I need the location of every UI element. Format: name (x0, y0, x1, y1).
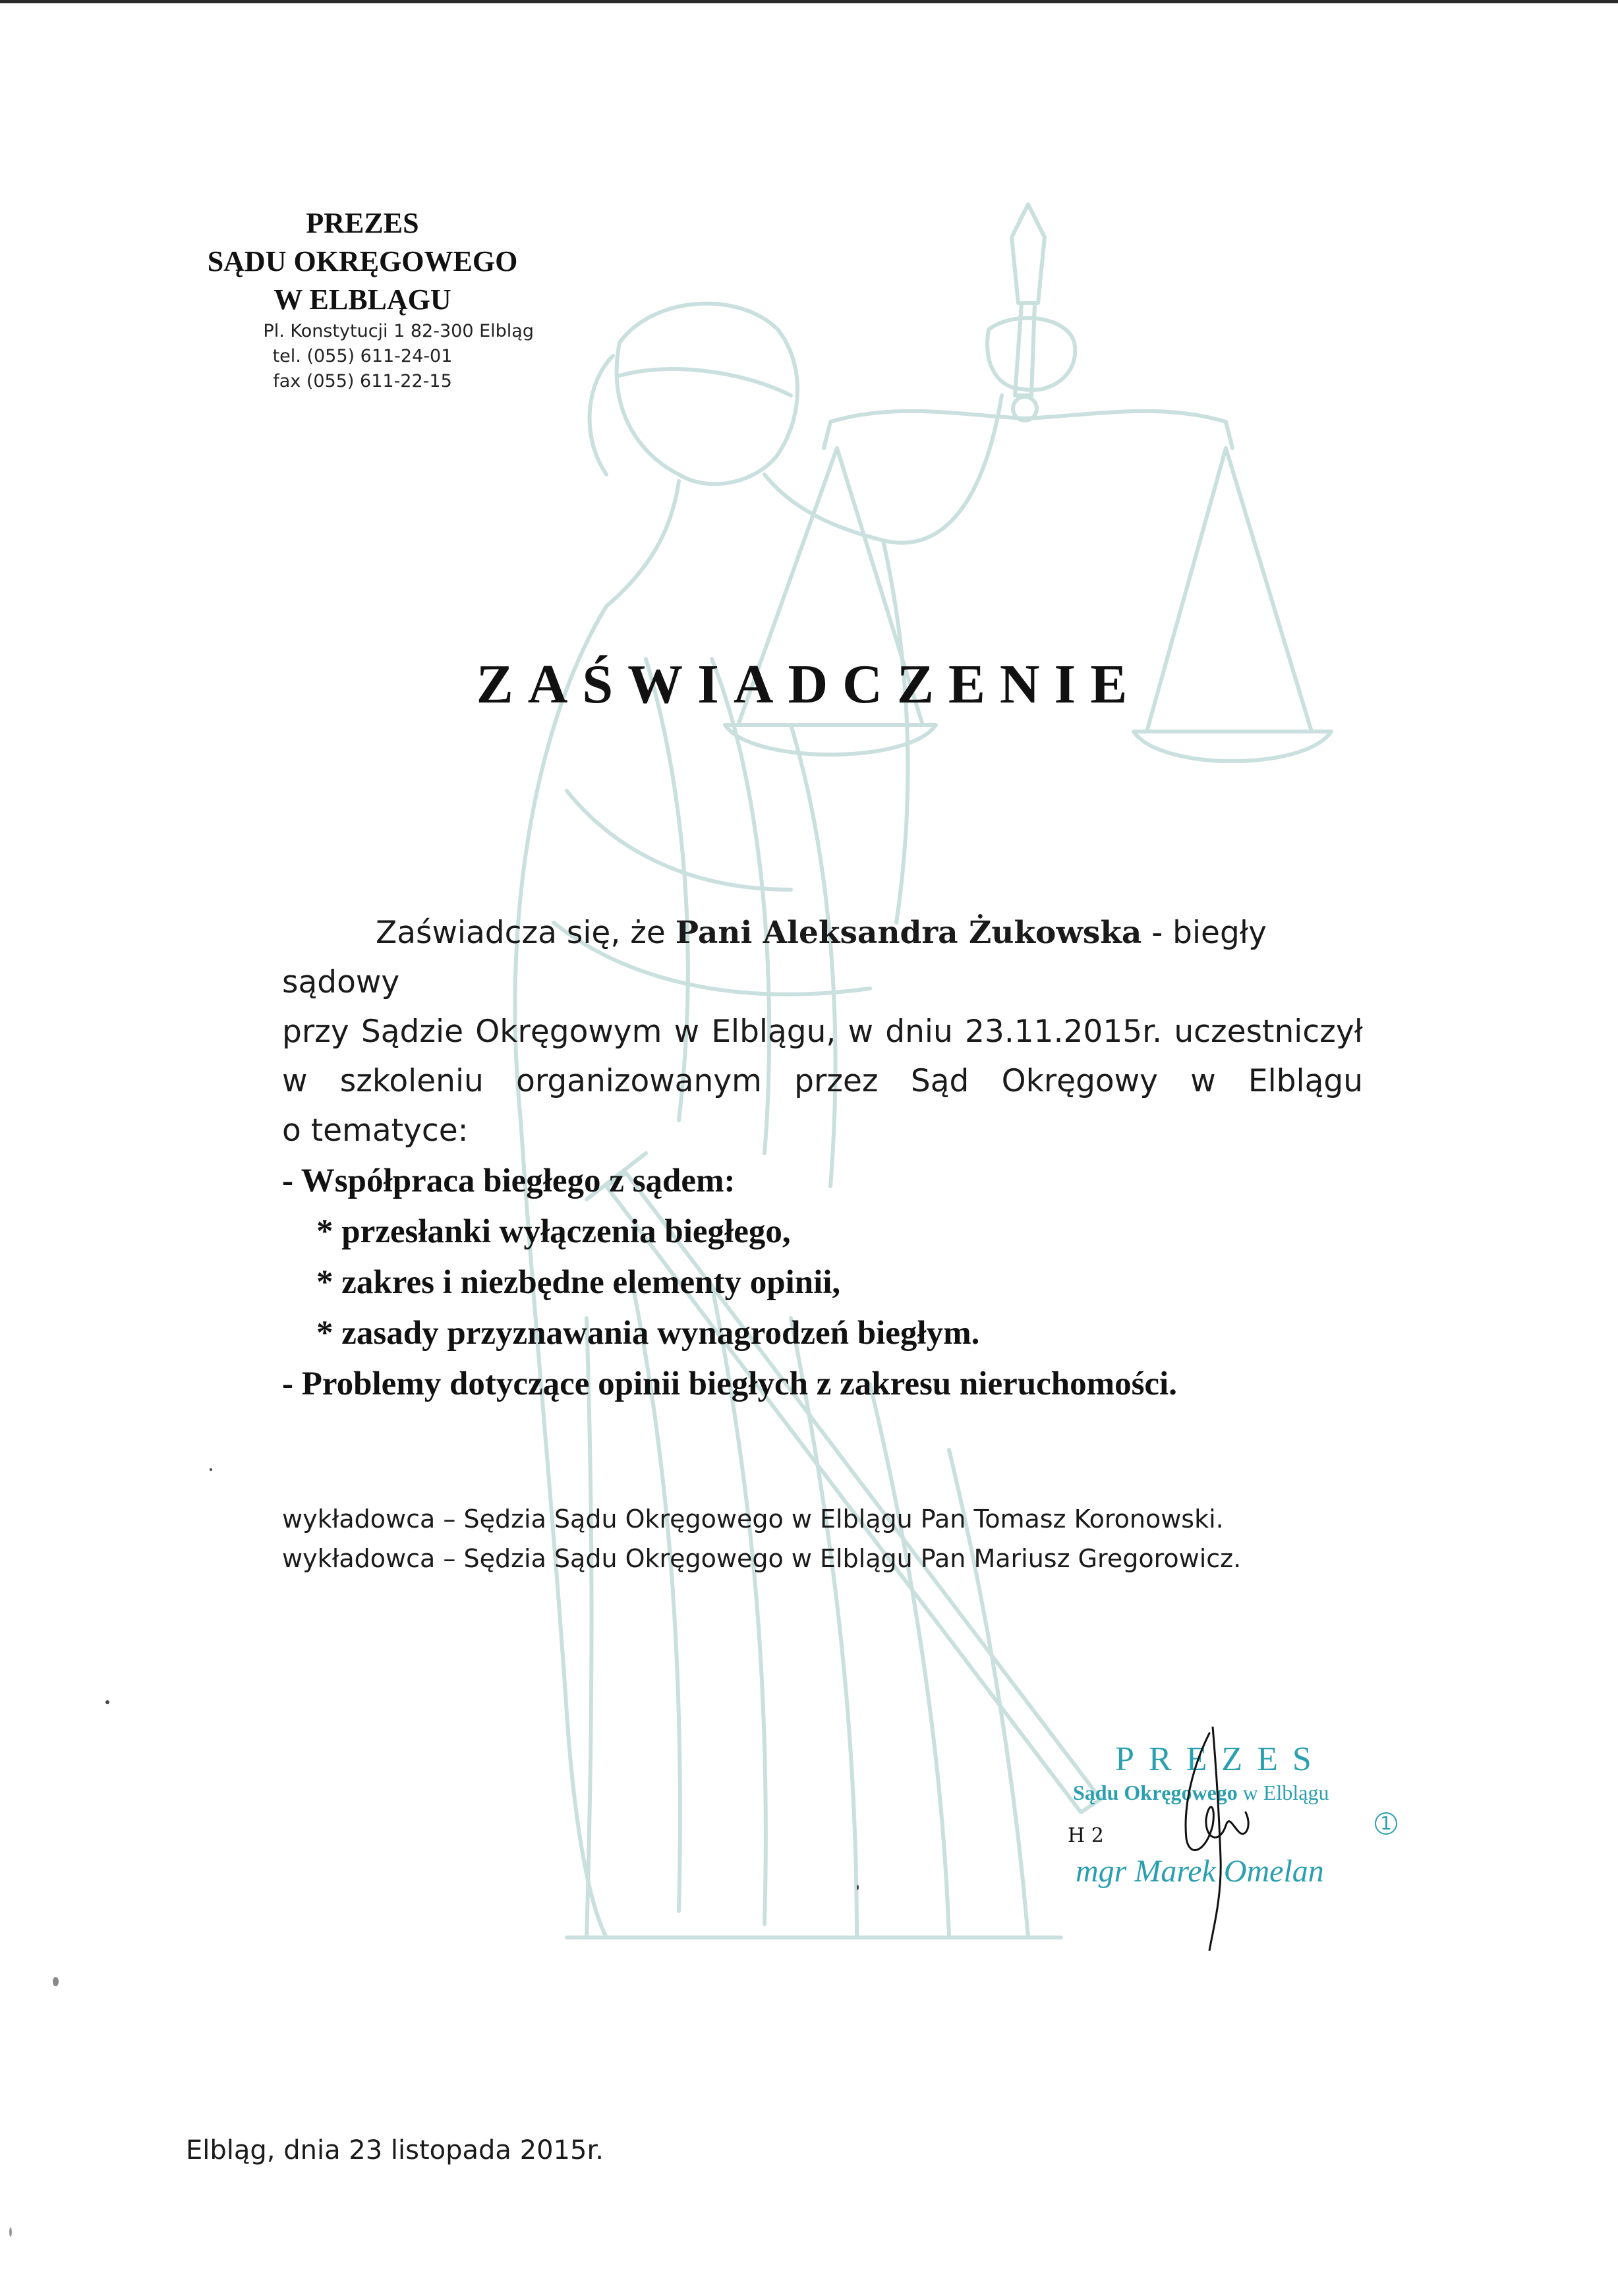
place-and-date: Elbląg, dnia 23 listopada 2015r. (186, 2135, 604, 2166)
lecturer-line: wykładowca – Sędzia Sądu Okręgowego w Elblągu Pan Tomasz Koronowski. (282, 1505, 1224, 1534)
participant-role: - biegły sądowy (282, 915, 1267, 1000)
participant-name: Pani Aleksandra Żukowska (675, 915, 1142, 951)
scan-top-edge (0, 0, 1618, 3)
document-title: ZAŚWIADCZENIE (476, 654, 1142, 715)
stamp-court-rest: w Elblągu (1237, 1781, 1329, 1804)
body-line-1 (282, 908, 1363, 1007)
stamp-number: 1 (1375, 1812, 1397, 1835)
issuer-address: Pl. Konstytucji 1 82-300 Elbląg (263, 321, 534, 341)
issuer-tel: tel. (055) 611-24-01 (272, 346, 453, 366)
body-line-3: w szkoleniu organizowanym przez Sąd Okręgowy w Elblągu (282, 1063, 1363, 1099)
issuer-line-1: PREZES (306, 207, 419, 239)
issuer-fax: fax (055) 611-22-15 (273, 371, 452, 391)
body-line-2: przy Sądzie Okręgowym w Elblągu, w dniu 23.11.2015r. uczestniczył (282, 1014, 1363, 1050)
scan-speck (9, 2227, 12, 2237)
handwritten-signature (1147, 1727, 1292, 1951)
scan-speck (857, 1885, 859, 1890)
topic-subitem: * przesłanki wyłączenia biegłego, (316, 1213, 791, 1250)
topic-item: - Problemy dotyczące opinii biegłych z zakresu nieruchomości. (282, 1365, 1177, 1402)
lecturers-list (282, 1499, 1402, 1578)
issuer-line-2: SĄDU OKRĘGOWEGO (207, 245, 518, 277)
stamp-signatory-name: mgr Marek Omelan (1076, 1854, 1324, 1889)
handwritten-note: H 2 (1068, 1824, 1104, 1847)
body-line-4: o tematyce: (282, 1112, 469, 1149)
certificate-body (282, 908, 1363, 1155)
scan-speck (210, 1468, 212, 1471)
stamp-title: PREZES (1115, 1740, 1326, 1778)
issuer-header (165, 204, 560, 394)
topic-item: - Współpraca biegłego z sądem: (282, 1162, 736, 1199)
training-topics (282, 1156, 1402, 1410)
body-intro: Zaświadcza się, że (376, 915, 676, 951)
issuer-line-3: W ELBLĄGU (274, 283, 451, 316)
topic-subitem: * zasady przyznawania wynagrodzeń biegłym. (316, 1315, 980, 1352)
scan-speck (105, 1700, 109, 1704)
scan-speck (53, 1977, 59, 1986)
topic-subitem: * zakres i niezbędne elementy opinii, (316, 1264, 841, 1301)
stamp-court-bold: Sądu Okręgowego (1073, 1781, 1238, 1804)
lecturer-line: wykładowca – Sędzia Sądu Okręgowego w Elblągu Pan Mariusz Gregorowicz. (282, 1544, 1242, 1573)
